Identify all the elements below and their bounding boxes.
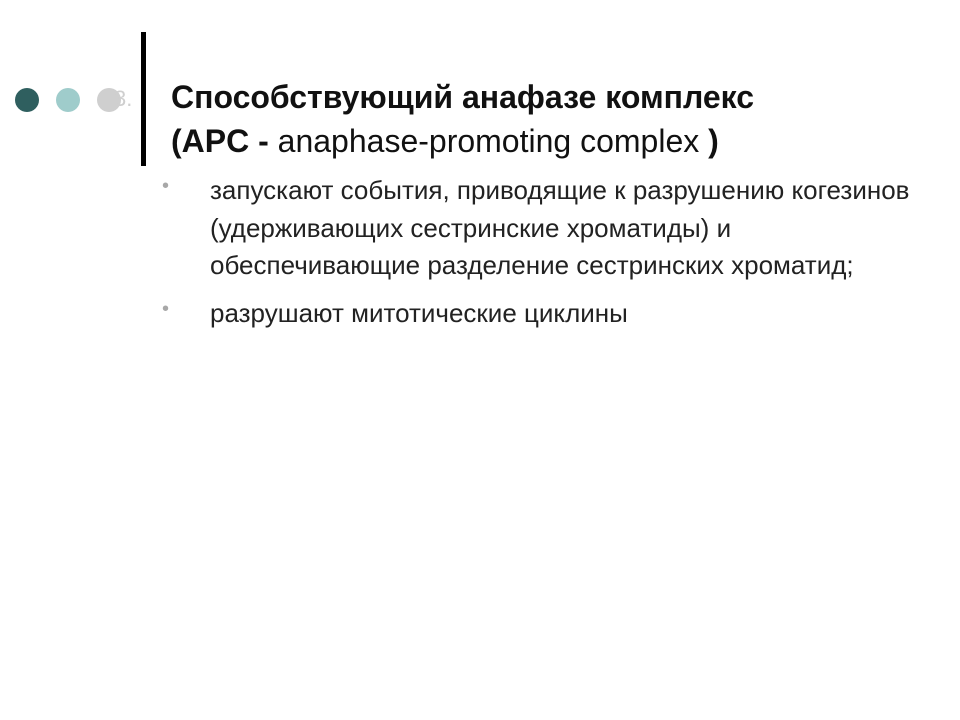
bullet-text: запускают события, приводящие к разрушению когезинов (удерживающих сестринские хроматиды) и обеспечивающие разделение сестринских хроматид; (210, 175, 910, 280)
bullet-text: разрушают митотические циклины (210, 297, 628, 328)
decor-circle-dark-icon (15, 88, 39, 112)
bullet-icon: • (162, 297, 170, 320)
vertical-divider (141, 32, 146, 166)
title-line-1: Способствующий анафазе комплекс (171, 79, 755, 115)
slide-title (171, 75, 931, 163)
bullet-list (160, 172, 920, 342)
title-close-paren: ) (699, 123, 719, 159)
bullet-item (160, 172, 920, 285)
bullet-item (160, 295, 920, 333)
bullet-icon: • (162, 175, 170, 197)
decor-circle-teal-icon (56, 88, 80, 112)
slide-number: 3. (114, 86, 133, 111)
title-english: anaphase-promoting complex (277, 123, 700, 159)
title-open-paren: (APC - (171, 123, 278, 159)
